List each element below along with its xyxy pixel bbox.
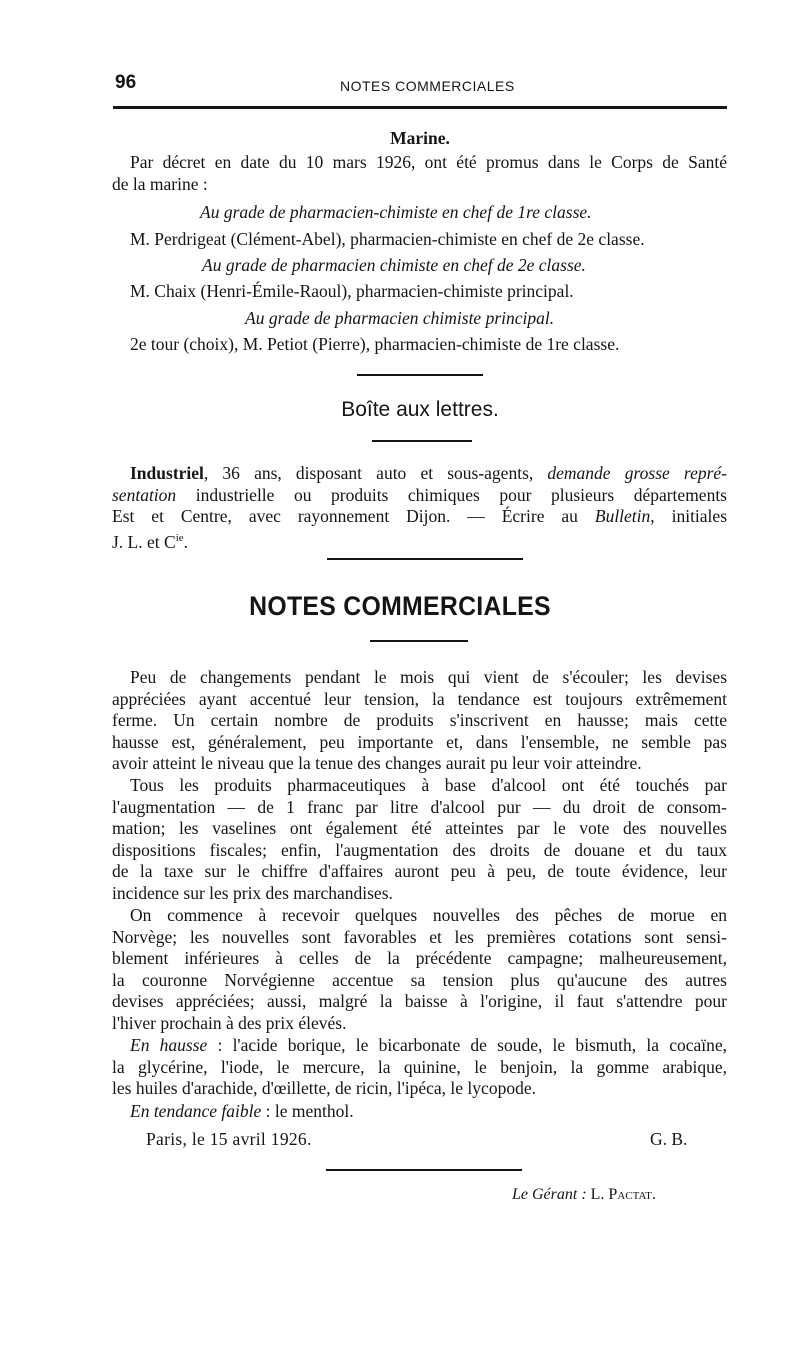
notes-title: NOTES COMMERCIALES bbox=[249, 591, 551, 621]
faible-text: : le menthol. bbox=[261, 1101, 354, 1121]
signature-initials: G. B. bbox=[650, 1129, 688, 1149]
notes-paragraph-3 bbox=[112, 905, 727, 1034]
running-head: NOTES COMMERCIALES bbox=[340, 78, 515, 94]
notes-line: Peu de changements pendant le mois qui vient de s'écouler; les devises bbox=[130, 667, 727, 687]
marine-title: Marine. bbox=[390, 128, 450, 148]
notes-line: Norvège; les nouvelles sont favorables et les premières cotations sont sensi- bbox=[112, 926, 727, 947]
notes-line bbox=[112, 1035, 727, 1057]
boite-line: sentation industrielle ou produits chimiques pour plusieurs départements bbox=[112, 484, 727, 505]
marine-intro bbox=[112, 152, 727, 195]
page-number: 96 bbox=[115, 72, 137, 93]
hausse-label: En hausse bbox=[130, 1035, 208, 1055]
notes-line: de la taxe sur le chiffre d'affaires auront peu à peu, de toute évidence, leur bbox=[112, 861, 727, 881]
boite-line: Industriel, 36 ans, disposant auto et sous-agents, demande grosse repré- bbox=[130, 463, 727, 483]
notes-line: dispositions fiscales; enfin, l'augmentation des droits de douane et du taux bbox=[112, 839, 727, 860]
grade-heading-2: Au grade de pharmacien chimiste en chef de 2e classe. bbox=[202, 255, 586, 275]
section-rule bbox=[327, 558, 523, 560]
marine-intro-line: Par décret en date du 10 mars 1926, ont été promus dans le Corps de Santé bbox=[130, 152, 727, 172]
gerant-name: L. Pactat. bbox=[590, 1186, 656, 1203]
place-date: Paris, le 15 avril 1926. bbox=[146, 1129, 312, 1149]
notes-line: les huiles d'arachide, d'œillette, de ricin, l'ipéca, le lycopode. bbox=[112, 1078, 536, 1098]
boite-line: Est et Centre, avec rayonnement Dijon. — Écrire au Bulletin, initiales bbox=[112, 506, 728, 526]
section-rule bbox=[326, 1169, 522, 1171]
grade-heading-1: Au grade de pharmacien-chimiste en chef de 1re classe. bbox=[200, 202, 592, 222]
promotion-entry-2: M. Chaix (Henri-Émile-Raoul), pharmacien-chimiste principal. bbox=[130, 281, 574, 301]
notes-line: l'augmentation — de 1 franc par litre d'alcool pur — du droit de consom- bbox=[112, 796, 727, 817]
boite-title: Boîte aux lettres. bbox=[341, 398, 499, 421]
notes-line: blement inférieures à celles de la précédente campagne; malheureusement, bbox=[112, 948, 727, 968]
notes-line: ferme. Un certain nombre de produits s'inscrivent en hausse; mais cette bbox=[112, 710, 727, 730]
promotion-entry-3: 2e tour (choix), M. Petiot (Pierre), pharmacien-chimiste de 1re classe. bbox=[130, 334, 620, 354]
notes-line: incidence sur les prix des marchandises. bbox=[112, 882, 393, 903]
notes-line: mation; les vaselines ont également été atteintes par le vote des nouvelles bbox=[112, 818, 727, 838]
notes-line: Tous les produits pharmaceutiques à base d'alcool ont été touchés par bbox=[130, 775, 727, 795]
title-underline bbox=[370, 640, 468, 642]
notes-line: avoir atteint le niveau que la tenue des changes aurait pu leur voir atteindre. bbox=[112, 753, 642, 773]
section-rule bbox=[357, 374, 483, 376]
faible-label: En tendance faible bbox=[130, 1101, 262, 1121]
gerant-line bbox=[512, 1186, 656, 1204]
header-rule bbox=[113, 106, 727, 109]
notes-line: devises appréciées; aussi, malgré la baisse à l'origine, il faut s'attendre pour bbox=[112, 991, 727, 1011]
boite-announcement bbox=[112, 463, 727, 553]
notes-paragraph-hausse bbox=[112, 1035, 727, 1100]
notes-line: la glycérine, l'iode, le mercure, la quinine, le benjoin, la gomme arabique, bbox=[112, 1056, 727, 1077]
marine-intro-line: de la marine : bbox=[112, 173, 208, 194]
notes-line: hausse est, généralement, peu importante et, dans l'ensemble, ne semble pas bbox=[112, 731, 727, 752]
notes-line: On commence à recevoir quelques nouvelles des pêches de morue en bbox=[130, 905, 727, 925]
title-underline bbox=[372, 440, 472, 442]
notes-line: la couronne Norvégienne accentue sa tension plus qu'aucune des autres bbox=[112, 969, 727, 990]
grade-heading-3: Au grade de pharmacien chimiste principal. bbox=[245, 308, 555, 328]
notes-paragraph-2 bbox=[112, 775, 727, 904]
notes-line: appréciées ayant accentué leur tension, la tendance est toujours extrêmement bbox=[112, 688, 727, 709]
notes-faible bbox=[130, 1100, 354, 1122]
promotion-entry-1: M. Perdrigeat (Clément-Abel), pharmacien-chimiste en chef de 2e classe. bbox=[130, 229, 645, 249]
gerant-label: Le Gérant : bbox=[512, 1186, 587, 1203]
notes-line: l'hiver prochain à des prix élevés. bbox=[112, 1012, 347, 1033]
notes-paragraph-1 bbox=[112, 667, 727, 775]
hausse-text: : l'acide borique, le bicarbonate de soude, le bismuth, la cocaïne, bbox=[207, 1035, 728, 1055]
boite-line: J. L. et $C^{ie}$. bbox=[112, 531, 189, 552]
